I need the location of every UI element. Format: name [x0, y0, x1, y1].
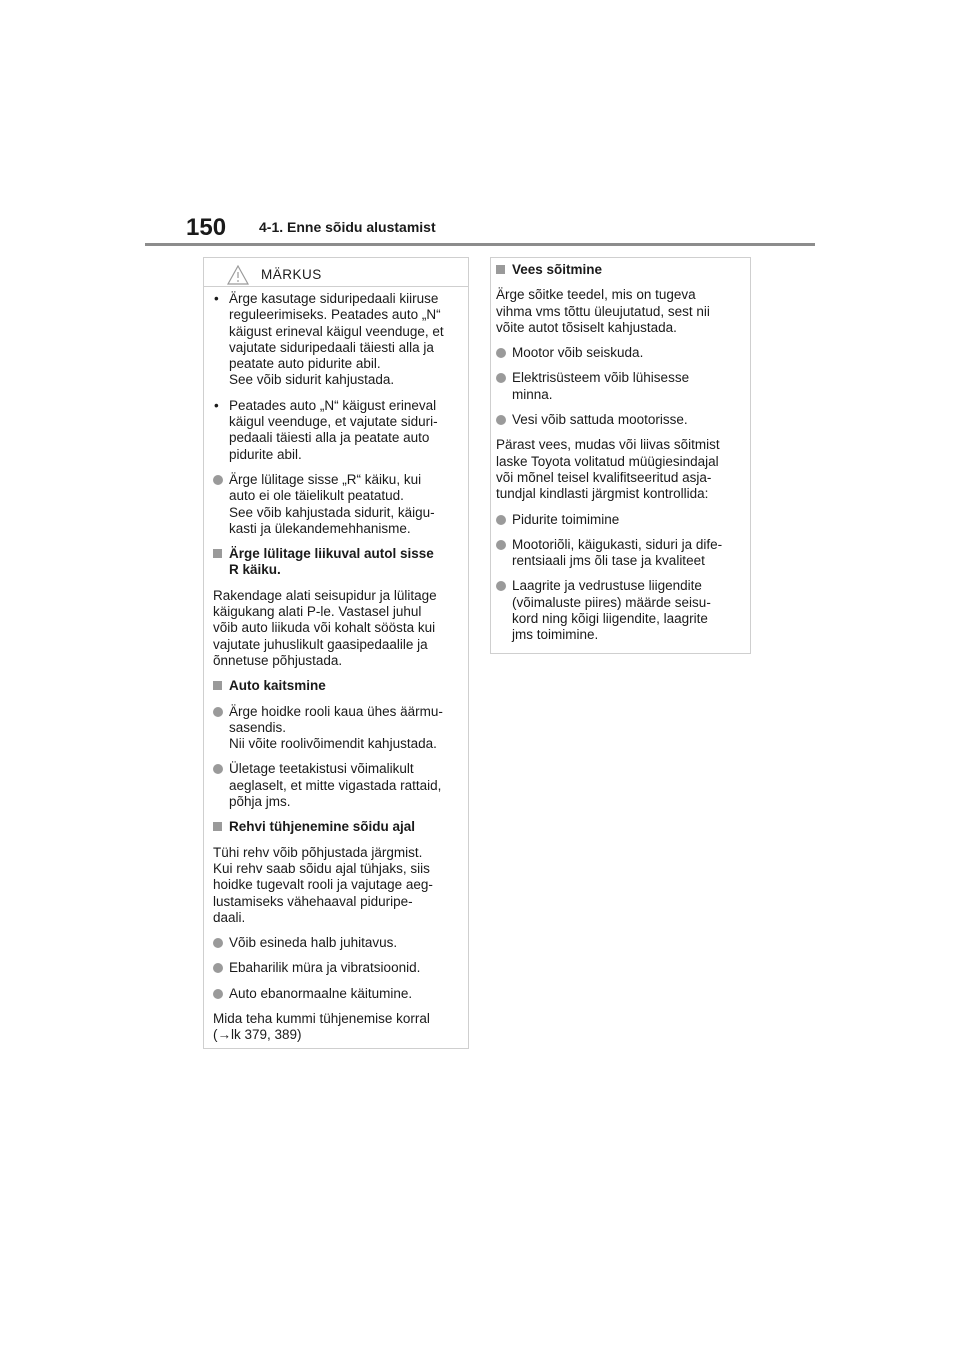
square-bullet-icon [213, 549, 222, 558]
list-item [496, 370, 746, 403]
warning-icon [227, 265, 249, 285]
list-item-text: Ärge lülitage sisse „R“ käiku, kui auto ei ole täielikult peatatud. See võib kahjustada sidurit, käigu- kasti ja ülekandemehhanisme. [229, 471, 435, 536]
list-item-text: Võib esineda halb juhitavus. [229, 935, 398, 951]
list-item-text: Auto ebanormaalne käitumine. [229, 985, 413, 1001]
list-item-text: Vesi võib sattuda mootorisse. [512, 412, 688, 428]
paragraph: Tühi rehv võib põhjustada järgmist. Kui rehv saab sõidu ajal tühjaks, siis hoidke tugevalt rooli ja vajutage aeg- lustamiseks vähehaaval piduripe- daali. [213, 844, 433, 925]
circle-bullet-icon [496, 515, 506, 525]
left-column [213, 291, 463, 1053]
list-item [213, 704, 463, 753]
section-title: 4-1. Enne sõidu alustamist [259, 219, 436, 235]
circle-bullet-icon [496, 415, 506, 425]
square-bullet-icon [213, 681, 222, 690]
list-item [213, 472, 463, 537]
circle-bullet-icon [496, 348, 506, 358]
list-item [213, 398, 463, 463]
circle-bullet-icon [213, 475, 223, 485]
list-item-text: Mootor võib seiskuda. [512, 345, 644, 361]
circle-bullet-icon [213, 938, 223, 948]
header-divider [145, 243, 815, 246]
list-item [496, 412, 746, 428]
paragraph: Ärge sõitke teedel, mis on tugeva vihma vms tõttu üleujutatud, sest nii võite autot tõsiselt kahjustada. [496, 287, 710, 335]
paragraph: Pärast vees, mudas või liivas sõitmist laske Toyota volitatud müügiesindajal või mõnel teisel kvalifitseeritud asja- tundjal kindlasti järgmist kontrollida: [496, 437, 720, 502]
notice-divider [203, 286, 469, 287]
list-item-text: Peatades auto „N“ käigust erineval käigul veenduge, et vajutate siduri- pedaali täiesti alla ja peatate auto pidurite abil. [229, 397, 438, 462]
list-item [213, 291, 463, 389]
square-bullet-icon [496, 265, 505, 274]
paragraph: Mida teha kummi tühjenemise korral (→lk 379, 389) [213, 1010, 430, 1043]
page-number: 150 [186, 214, 227, 241]
subheading [213, 819, 463, 835]
list-item [213, 935, 463, 951]
list-item-text: Mootoriõli, käigukasti, siduri ja dife- rentsiaali jms õli tase ja kvaliteet [512, 536, 723, 569]
list-item [213, 761, 463, 810]
list-item-text: Ärge hoidke rooli kaua ühes äärmu- sasendis. Nii võite roolivõimendit kahjustada. [229, 703, 443, 752]
right-column [496, 262, 746, 653]
subheading [496, 262, 746, 278]
subheading-text: Ärge lülitage liikuval autol sisse R käiku. [229, 546, 434, 578]
list-item-text: Laagrite ja vedrustuse liigendite (võimaluste piires) määrde seisu- kord ning kõigi liigendite, laagrite jms toimimine. [512, 578, 711, 643]
circle-bullet-icon [213, 963, 223, 973]
list-item [496, 345, 746, 361]
bullet-icon: • [214, 291, 219, 306]
subheading-text: Auto kaitsmine [229, 678, 326, 694]
subheading-text: Vees sõitmine [512, 262, 603, 277]
notice-label: MÄRKUS [261, 267, 322, 282]
circle-bullet-icon [496, 581, 506, 591]
notice-header [203, 265, 469, 285]
circle-bullet-icon [213, 764, 223, 774]
subheading [213, 546, 463, 579]
list-item [496, 578, 746, 643]
subheading [213, 678, 463, 694]
list-item [496, 512, 746, 528]
circle-bullet-icon [496, 373, 506, 383]
list-item-text: Pidurite toimimine [512, 511, 620, 527]
square-bullet-icon [213, 822, 222, 831]
list-item-text: Elektrisüsteem võib lühisesse minna. [512, 370, 690, 402]
circle-bullet-icon [496, 540, 506, 550]
bullet-icon: • [214, 397, 219, 413]
subheading-text: Rehvi tühjenemine sõidu ajal [229, 819, 416, 835]
list-item [213, 960, 463, 976]
list-item [496, 537, 746, 570]
list-item-text: Ületage teetakistusi võimalikult aeglaselt, et mitte vigastada rattaid, põhja jms. [229, 761, 442, 810]
paragraph: Rakendage alati seisupidur ja lülitage käigukang alati P-le. Vastasel juhul võib auto liikuda või kohalt söösta kui vajutate juhuslikult gaasipedaalile ja õnnetuse põhjustada. [213, 587, 437, 668]
list-item [213, 986, 463, 1002]
circle-bullet-icon [213, 707, 223, 717]
list-item-text: Ärge kasutage siduripedaali kiiruse reguleerimiseks. Peatades auto „N“ käigust erineval käigul veenduge, et vajutate siduripedaali täiesti alla ja peatate auto pidurite abil. See võib sidurit kahjustada. [229, 291, 444, 388]
circle-bullet-icon [213, 989, 223, 999]
list-item-text: Ebaharilik müra ja vibratsioonid. [229, 960, 421, 976]
